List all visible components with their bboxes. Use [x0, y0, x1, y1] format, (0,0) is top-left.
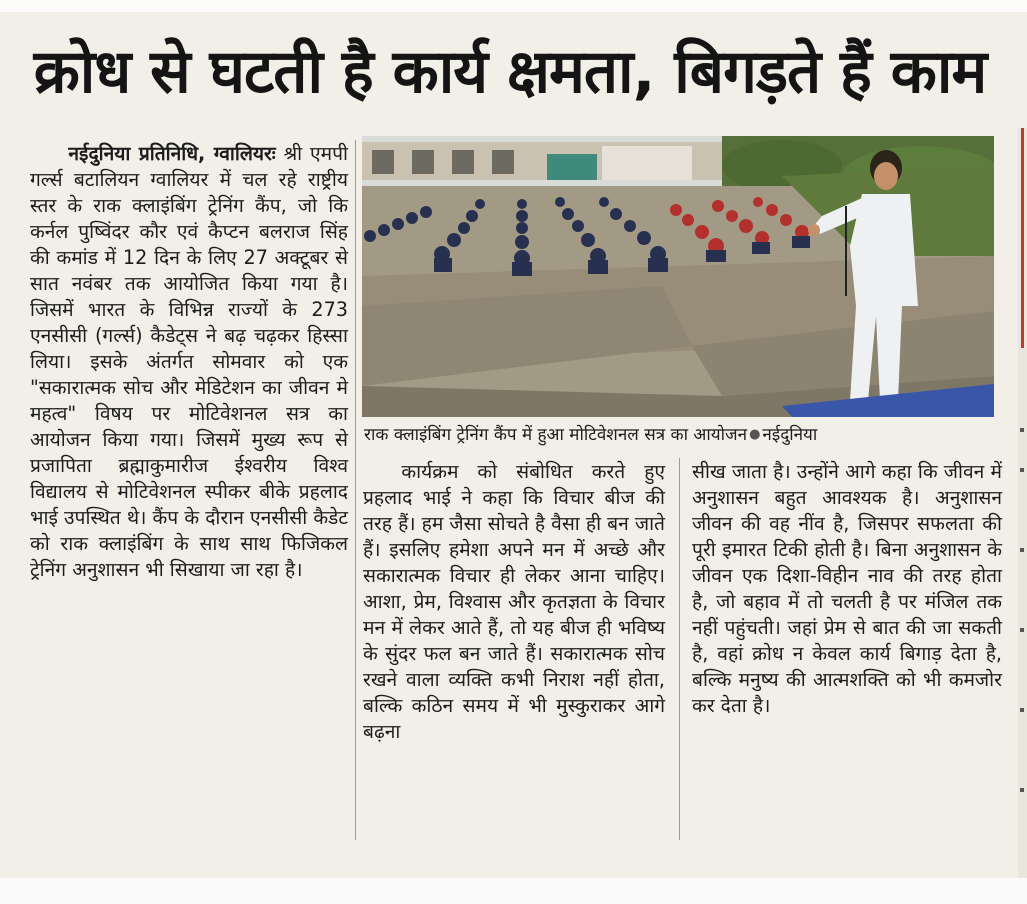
- photo-caption: [364, 422, 994, 448]
- photo-caption-text: राक क्लाइंबिंग ट्रेनिंग कैंप में हुआ मोटिवेशनल सत्र का आयोजन: [364, 425, 748, 445]
- bullet-icon: ●: [749, 427, 761, 442]
- article-dateline: नईदुनिया प्रतिनिधि, ग्वालियरः: [68, 142, 276, 165]
- article-column-1: [30, 141, 348, 583]
- photo-credit: नईदुनिया: [762, 425, 818, 445]
- photo-icon: [362, 136, 994, 417]
- column-divider: [679, 458, 680, 840]
- article-column-3: [692, 459, 1002, 719]
- article-headline: क्रोध से घटती है कार्य क्षमता, बिगड़ते हैं काम: [33, 37, 987, 107]
- column-divider: [355, 140, 356, 840]
- column-3-text: सीख जाता है। उन्होंने आगे कहा कि जीवन में अनुशासन बहुत आवश्यक है। अनुशासन जीवन की वह नींव है, जिसपर सफलता की पूरी इमारत टिकी होती है। बिना अनुशासन के जीवन एक दिशा-विहीन नाव की तरह होता है, जो बहाव में तो चलती है पर मंजिल तक नहीं पहुंचती। जहां प्रेम से बात की जा सकती है, वहां क्रोध न केवल कार्य बिगाड़ देता है, बल्कि मनुष्य की आत्मशक्ति को भी कमजोर कर देता है।: [692, 460, 1002, 717]
- adjacent-page-edge: [1018, 128, 1027, 878]
- article-photo: [362, 136, 994, 417]
- bottom-margin: [0, 878, 1027, 904]
- column-1-text: श्री एमपी गर्ल्स बटालियन ग्वालियर में चल रहे राष्ट्रीय स्तर के राक क्लाइंबिंग ट्रेनिंग कैंप, जो कि कर्नल पुष्विंदर कौर एवं कैप्टन बलराज सिंह की कमांड में 12 दिन के लिए 27 अक्टूबर से सात नवंबर तक आयोजित किया गया है। जिसमें भारत के विभिन्न राज्यों के 273 एनसीसी (गर्ल्स) कैडेट्स ने बढ़ चढ़कर हिस्सा लिया। इसके अंतर्गत सोमवार को एक "सकारात्मक सोच और मेडिटेशन का जीवन मे महत्व" विषय पर मोटिवेशनल सत्र का आयोजन किया गया। जिसमें मुख्य रूप से प्रजापिता ब्रह्माकुमारीज ईश्वरीय विश्व विद्यालय से मोटिवेशनल स्पीकर बीके प्रहलाद भाई उपस्थित थे। कैंप के दौरान एनसीसी कैडेट को राक क्लाइंबिंग के साथ साथ फिजिकल ट्रेनिंग अनुशासन भी सिखाया जा रहा है।: [30, 142, 348, 581]
- column-2-text: कार्यक्रम को संबोधित करते हुए प्रहलाद भाई ने कहा कि विचार बीज की तरह हैं। हम जैसा सोचते है वैसा ही बन जाते हैं। इसलिए हमेशा अपने मन में अच्छे और सकारात्मक विचार ही लेकर आना चाहिए। आशा, प्रेम, विश्वास और कृतज्ञता के विचार मन में लेकर आते हैं, तो यह बीज ही भविष्य के सुंदर फल बन जाते हैं। सकारात्मक सोच रखने वाला व्यक्ति कभी निराश नहीं होता, बल्कि कठिन समय में भी मुस्कुराकर आगे बढ़ना: [363, 460, 665, 743]
- article-column-2: [363, 459, 665, 745]
- top-edge-strip: [0, 0, 1027, 12]
